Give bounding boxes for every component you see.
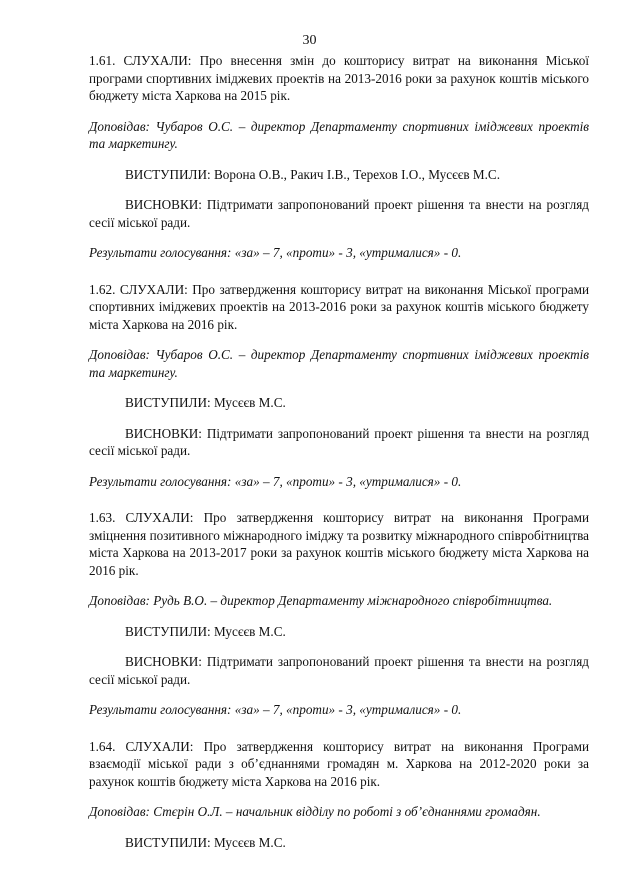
spoke-paragraph: ВИСТУПИЛИ: Мусєєв М.С.: [125, 623, 286, 639]
conclusion-paragraph: ВИСНОВКИ: Підтримати запропонований проект рішення та внести на розгляд сесії міської ради.: [89, 425, 589, 458]
conclusion-paragraph: ВИСНОВКИ: Підтримати запропонований проект рішення та внести на розгляд сесії міської ради.: [89, 654, 589, 687]
vote-result: Результати голосування: «за» – 7, «проти» - 3, «утрималися» - 0.: [89, 702, 462, 717]
speaker-paragraph: Доповідав: Чубаров О.С. – директор Департаменту спортивних іміджевих проектів та маркетингу.: [89, 347, 589, 380]
speaker-paragraph: Доповідав: Чубаров О.С. – директор Департаменту спортивних іміджевих проектів та маркетингу.: [89, 118, 589, 151]
agenda-item-1-64: [89, 738, 589, 852]
conclusion-paragraph: ВИСНОВКИ: Підтримати запропонований проект рішення та внести на розгляд сесії міської ради.: [89, 197, 589, 230]
heard-paragraph: 1.62. СЛУХАЛИ: Про затвердження кошторису витрат на виконання Міської програми спортивних іміджевих проектів на 2013-2016 роки за рахунок коштів міського бюджету міста Харкова на 2016 рік.: [89, 281, 589, 332]
agenda-item-1-63: [89, 509, 589, 719]
vote-result: Результати голосування: «за» – 7, «проти» - 3, «утрималися» - 0.: [89, 245, 462, 260]
agenda-item-1-61: [89, 52, 589, 262]
document-body: [89, 52, 589, 870]
spoke-paragraph: ВИСТУПИЛИ: Мусєєв М.С.: [125, 395, 286, 410]
vote-result: Результати голосування: «за» – 7, «проти» - 3, «утрималися» - 0.: [89, 473, 462, 489]
speaker-paragraph: Доповідав: Стєрін О.Л. – начальник відділу по роботі з об’єднаннями громадян.: [89, 804, 541, 819]
heard-paragraph: 1.63. СЛУХАЛИ: Про затвердження кошторису витрат на виконання Програми зміцнення позитивного міжнародного іміджу та розвитку міжнародного співробітництва міста Харкова на 2013-2017 роки за рахунок коштів міського бюджету міста Харкова на 2016 рік.: [89, 510, 589, 578]
heard-paragraph: 1.61. СЛУХАЛИ: Про внесення змін до кошторису витрат на виконання Міської програми спортивних іміджевих проектів на 2013-2016 роки за рахунок коштів міського бюджету міста Харкова на 2015 рік.: [89, 53, 589, 103]
page-number: 30: [302, 33, 317, 48]
spoke-paragraph: ВИСТУПИЛИ: Ворона О.В., Ракич І.В., Терехов І.О., Мусєєв М.С.: [125, 166, 501, 182]
speaker-paragraph: Доповідав: Рудь В.О. – директор Департаменту міжнародного співробітництва.: [89, 593, 553, 608]
spoke-paragraph: ВИСТУПИЛИ: Мусєєв М.С.: [125, 834, 286, 850]
agenda-item-1-62: [89, 281, 589, 491]
heard-paragraph: 1.64. СЛУХАЛИ: Про затвердження кошторису витрат на виконання Програми взаємодії міської ради з об’єднаннями громадян м. Харкова на 2012-2020 роки за рахунок коштів бюджету міста Харкова на 2016 рік.: [89, 738, 589, 789]
